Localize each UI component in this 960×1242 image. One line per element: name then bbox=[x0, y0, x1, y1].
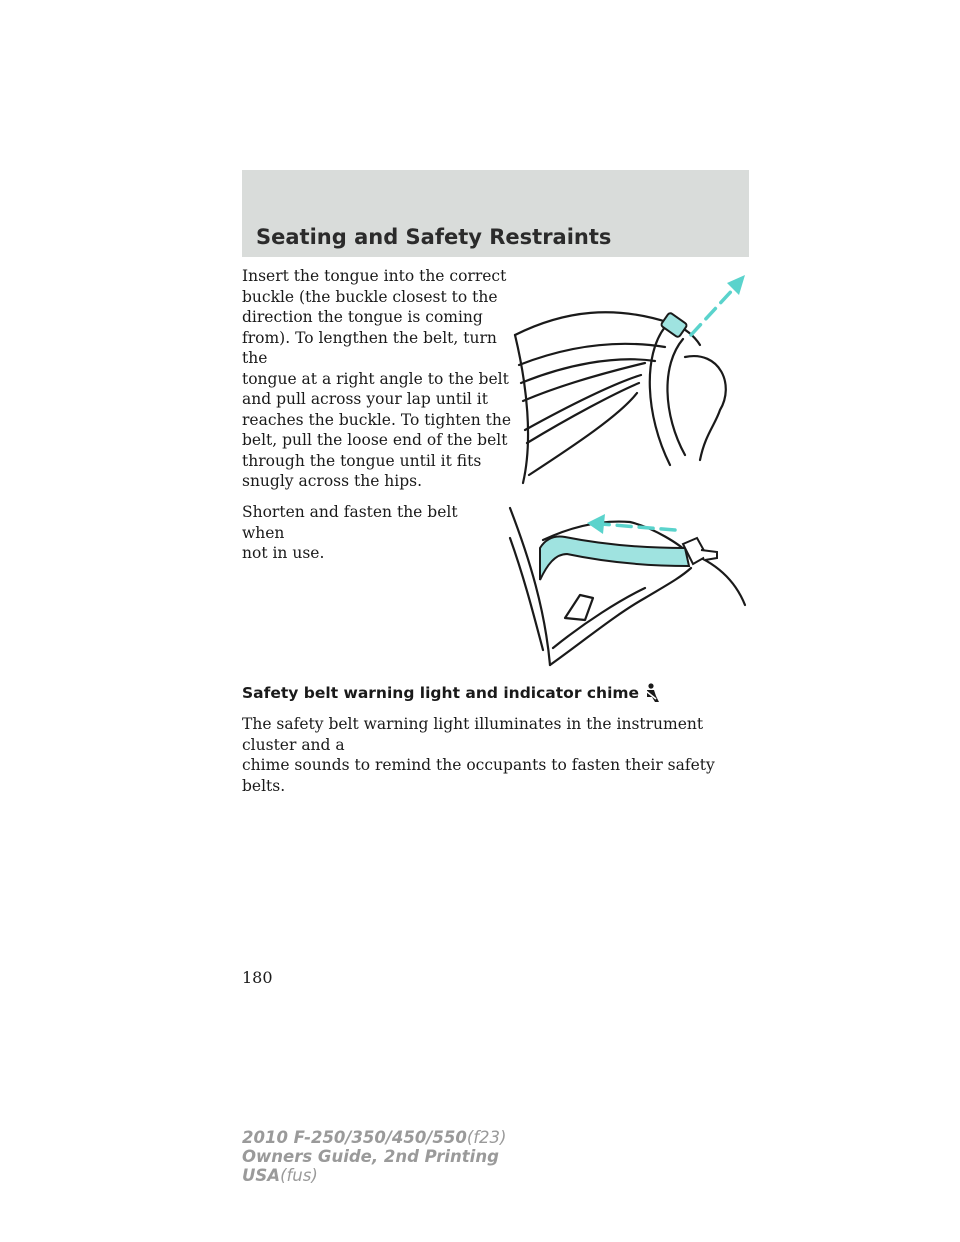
footer-model: 2010 F-250/350/450/550 bbox=[242, 1128, 467, 1147]
shorten-fasten-paragraph: Shorten and fasten the belt when not in use. bbox=[242, 503, 458, 562]
document-footer bbox=[242, 1128, 507, 1185]
direction-arrow-up-right bbox=[691, 275, 745, 335]
seatbelt-warning-icon bbox=[641, 682, 663, 704]
warning-light-paragraph: The safety belt warning light illuminates in the instrument cluster and a chime sounds to remind the occupants to fasten their safety belts. bbox=[242, 715, 715, 795]
page-number: 180 bbox=[242, 968, 273, 987]
section-heading-text: Safety belt warning light and indicator chime bbox=[242, 684, 640, 702]
belt-stowed-illustration bbox=[505, 500, 755, 670]
belt-tongue-icon bbox=[660, 312, 687, 338]
insert-tongue-paragraph: Insert the tongue into the correct buckle (the buckle closest to the direction the tongue is coming from). To lengthen the belt, turn the tongue at a right angle to the belt and pull across your lap until it reaches the buckle. To tighten the belt, pull the loose end of the belt through the tongue until it fits snugly across the hips. bbox=[242, 267, 511, 490]
footer-market: USA bbox=[242, 1166, 281, 1185]
stowed-belt-strap bbox=[540, 537, 689, 580]
footer-market-code: (fus) bbox=[280, 1166, 318, 1185]
lap-belt-lengthen-illustration bbox=[505, 265, 755, 490]
footer-model-code: (f23) bbox=[466, 1128, 507, 1147]
footer-edition: Owners Guide, 2nd Printing bbox=[242, 1147, 499, 1166]
section-header-band bbox=[242, 170, 749, 257]
section-heading bbox=[242, 682, 663, 704]
section-title: Seating and Safety Restraints bbox=[256, 225, 612, 249]
direction-arrow-left bbox=[587, 514, 675, 534]
